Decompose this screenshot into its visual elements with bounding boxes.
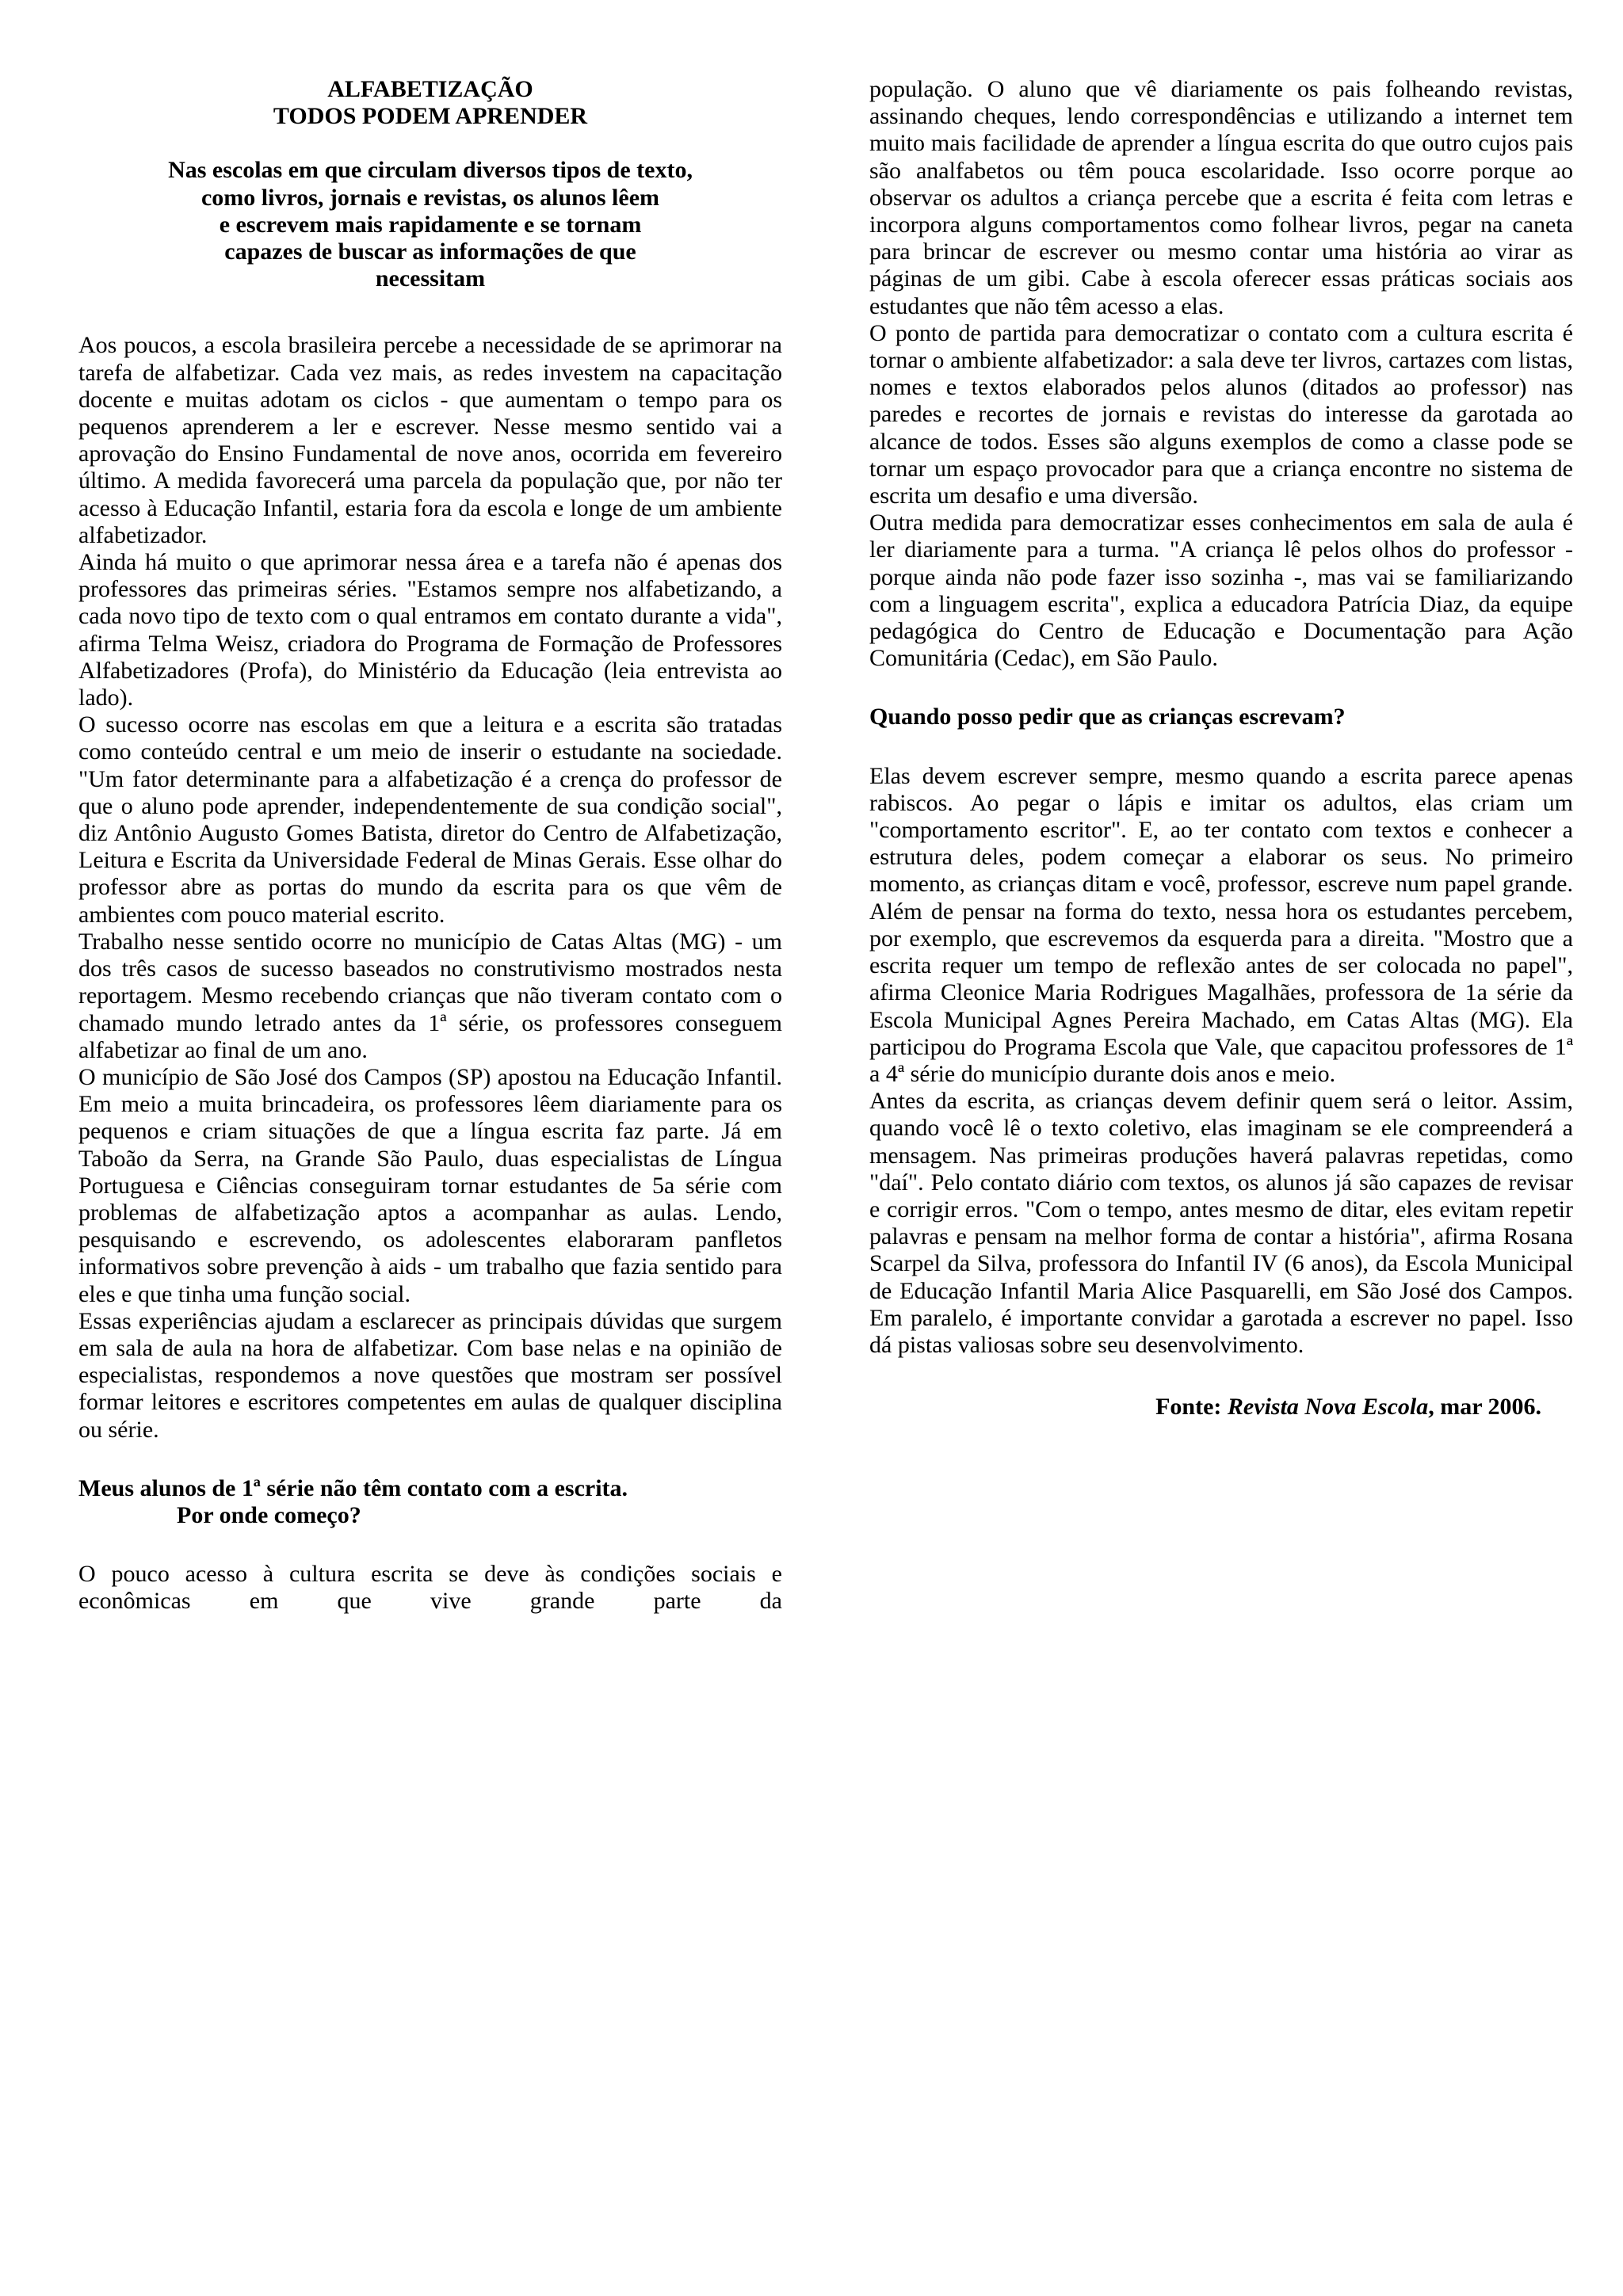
question-heading-1: Meus alunos de 1ª série não têm contato com a escrita. — [78, 1474, 628, 1501]
lead-line: como livros, jornais e revistas, os alunos lêem — [200, 184, 659, 211]
body-paragraph: Antes da escrita, as crianças devem definir quem será o leitor. Assim, quando você lê o texto coletivo, elas imaginam se ele compreenderá a mensagem. Nas primeiras produções haverá palavras repetidas, como "daí". Pelo contato diário com textos, os alunos já são capazes de revisar e corrigir erros. "Com o tempo, antes mesmo de ditar, eles evitam repetir palavras e pensam na melhor forma de contar a história", afirma Rosana Scarpel da Silva, professora do Infantil IV (6 anos), da Escola Municipal de Educação Infantil Maria Alice Pasquarelli, em São José dos Campos. Em paralelo, é importante convidar a garotada a escrever no papel. Isso dá pistas valiosas sobre seu desenvolvimento. — [869, 1088, 1573, 1358]
question-heading-1-cont: Por onde começo? — [177, 1501, 361, 1528]
source-label: Fonte: — [1155, 1394, 1222, 1421]
body-paragraph: O pouco acesso à cultura escrita se deve às condições sociais e econômicas em que vive grande parte da — [78, 1561, 782, 1615]
body-paragraph: Trabalho nesse sentido ocorre no município de Catas Altas (MG) - um dos três casos de sucesso baseados no construtivismo mostrados nesta reportagem. Mesmo recebendo crianças que não tiveram contato com o chamado mundo letrado antes da 1ª série, os professores conseguem alfabetizar ao final de um ano. — [78, 928, 782, 1063]
body-paragraph: O ponto de partida para democratizar o contato com a cultura escrita é tornar o ambiente alfabetizador: a sala deve ter livros, cartazes com listas, nomes e textos elaborados pelos alunos (ditados ao professor) nas paredes e recortes de jornais e revistas do interesse da garotada ao alcance de todos. Esses são alguns exemplos de como a classe pode se tornar um espaço provocador para que a criança encontre no sistema de escrita um desafio e uma diversão. — [869, 319, 1573, 509]
source-title: Revista Nova Escola — [1227, 1394, 1429, 1421]
article-lead — [105, 157, 755, 292]
body-paragraph: Elas devem escrever sempre, mesmo quando a escrita parece apenas rabiscos. Ao pegar o lápis e imitar os adultos, elas criam um "comportamento escritor". E, ao ter contato com textos e conhecer a estrutura deles, podem começar a elaborar os seus. No primeiro momento, as crianças ditam e você, professor, escreve num papel grande. Além de pensar na forma do texto, nessa hora os estudantes percebem, por exemplo, que escrevemos da esquerda para a direita. "Mostro que a escrita requer um tempo de reflexão antes de ser colocada no papel", afirma Cleonice Maria Rodrigues Magalhães, professora de 1a série da Escola Municipal Agnes Pereira Machado, em Catas Altas (MG). Ela participou do Programa Escola que Vale, que capacitou professores de 1ª a 4ª série do município durante dois anos e meio. — [869, 762, 1573, 1087]
question-heading-2: Quando posso pedir que as crianças escrevam? — [869, 704, 1346, 730]
source-citation — [869, 1394, 1573, 1421]
body-paragraph: O sucesso ocorre nas escolas em que a leitura e a escrita são tratadas como conteúdo central e um meio de inserir o estudante na sociedade. "Um fator determinante para a alfabetização é a crença do professor de que o aluno pode aprender, independentemente de sua condição social", diz Antônio Augusto Gomes Batista, diretor do Centro de Alfabetização, Leitura e Escrita da Universidade Federal de Minas Gerais. Esse olhar do professor abre as portas do mundo da escrita para os que vêm de ambientes com pouco material escrito. — [78, 711, 782, 928]
body-paragraph: população. O aluno que vê diariamente os pais folheando revistas, assinando cheques, lendo correspondências e utilizando a internet tem muito mais facilidade de aprender a língua escrita do que outro cujos pais são analfabetos ou têm pouca escolaridade. Isso ocorre porque ao observar os adultos a criança percebe que a escrita é feita com letras e incorpora alguns comportamentos como folhear livros, pegar na caneta para brincar de escrever ou mesmo contar uma história ao virar as páginas de um gibi. Cabe à escola oferecer essas práticas sociais aos estudantes que não têm acesso a elas. — [869, 76, 1573, 319]
lead-line: e escrevem mais rapidamente e se tornam — [219, 211, 642, 238]
left-column — [78, 76, 782, 1615]
source-date: , mar 2006. — [1428, 1394, 1541, 1421]
lead-line: necessitam — [375, 265, 486, 292]
body-paragraph: Aos poucos, a escola brasileira percebe a necessidade de se aprimorar na tarefa de alfabetizar. Cada vez mais, as redes investem na capacitação docente e muitas adotam os ciclos - que aumentam o tempo para os pequenos aprenderem a ler e escrever. Nesse mesmo sentido vai a aprovação do Ensino Fundamental de nove anos, ocorrida em fevereiro último. A medida favorecerá uma parcela da população que, por não ter acesso à Educação Infantil, estaria fora da escola e longe de um ambiente alfabetizador. — [78, 332, 782, 548]
body-paragraph: Outra medida para democratizar esses conhecimentos em sala de aula é ler diariamente para a turma. "A criança lê pelos olhos do professor - porque ainda não pode fazer isso sozinha -, mas vai se familiarizando com a linguagem escrita", explica a educadora Patrícia Diaz, da equipe pedagógica do Centro de Educação e Documentação para Ação Comunitária (Cedac), em São Paulo. — [869, 509, 1573, 672]
body-paragraph: Essas experiências ajudam a esclarecer as principais dúvidas que surgem em sala de aula na hora de alfabetizar. Com base nelas e na opinião de especialistas, respondemos a nove questões que mostram ser possível formar leitores e escritores competentes em aulas de qualquer disciplina ou série. — [78, 1307, 782, 1443]
lead-line: capazes de buscar as informações de que — [224, 238, 636, 265]
article-title-line1: ALFABETIZAÇÃO — [327, 76, 533, 102]
body-paragraph: Ainda há muito o que aprimorar nessa área e a tarefa não é apenas dos professores das primeiras séries. "Estamos sempre nos alfabetizando, a cada novo tipo de texto com o qual entramos em contato durante a vida", afirma Telma Weisz, criadora do Programa de Formação de Professores Alfabetizadores (Profa), do Ministério da Educação (leia entrevista ao lado). — [78, 549, 782, 711]
right-column — [869, 76, 1573, 1421]
body-paragraph: O município de São José dos Campos (SP) apostou na Educação Infantil. Em meio a muita brincadeira, os professores lêem diariamente para os pequenos e criam situações de que a língua escrita faz parte. Já em Taboão da Serra, na Grande São Paulo, duas especialistas de Língua Portuguesa e Ciências conseguiram tornar estudantes de 5a série com problemas de alfabetização aptos a acompanhar as aulas. Lendo, pesquisando e escrevendo, os adolescentes elaboraram panfletos informativos sobre prevenção à aids - um trabalho que fazia sentido para eles e que tinha uma função social. — [78, 1063, 782, 1307]
lead-line: Nas escolas em que circulam diversos tipos de texto, — [168, 157, 693, 184]
article-title-line2: TODOS PODEM APRENDER — [273, 103, 588, 130]
